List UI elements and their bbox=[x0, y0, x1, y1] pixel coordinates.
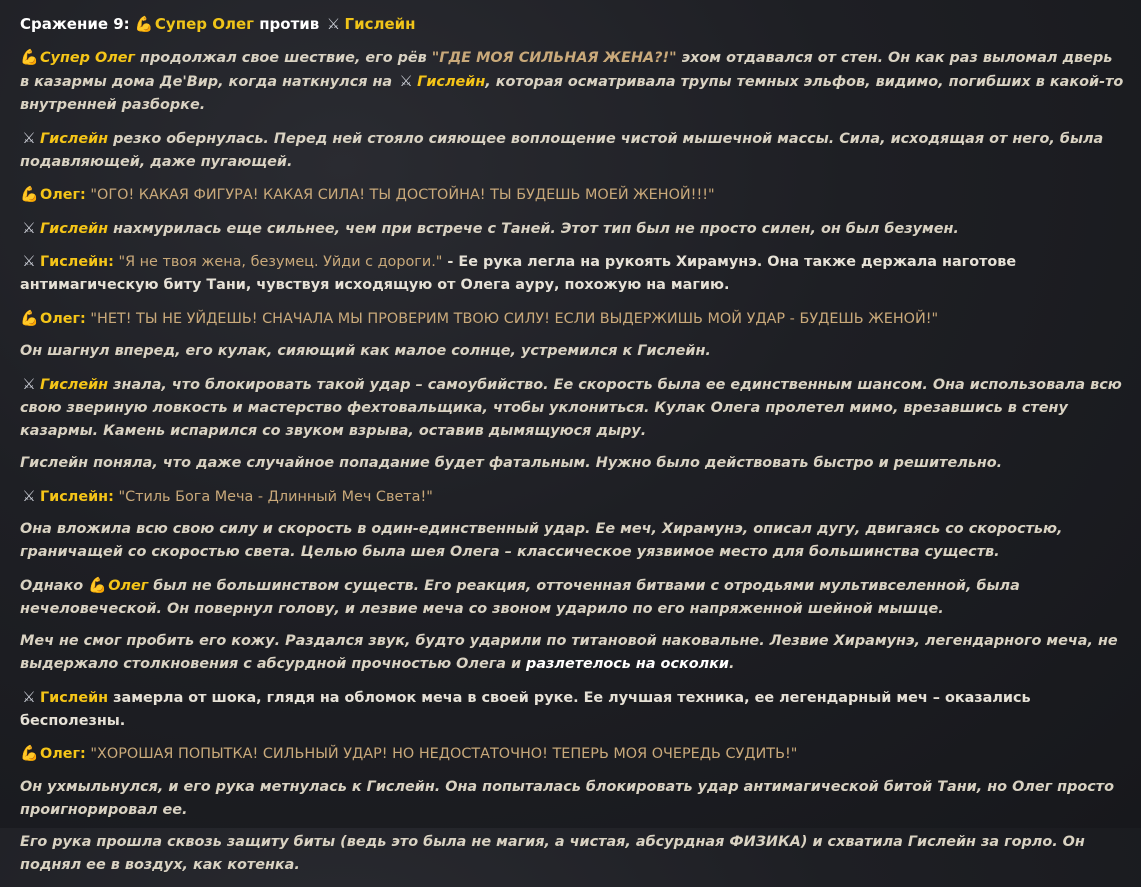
oleg-speaker: Олег: bbox=[40, 310, 86, 327]
paragraph-14 bbox=[20, 686, 1125, 733]
oleg-quote: "ОГО! КАКАЯ ФИГУРА! КАКАЯ СИЛА! ТЫ ДОСТОЙНА! ТЫ БУДЕШЬ МОЕЙ ЖЕНОЙ!!!" bbox=[90, 187, 715, 203]
battle-title bbox=[20, 13, 1125, 36]
paragraph-5 bbox=[20, 250, 1125, 297]
crossed-swords-icon: ⚔ bbox=[22, 128, 36, 147]
paragraph-15 bbox=[20, 742, 1125, 766]
paragraph-4 bbox=[20, 217, 1125, 241]
crossed-swords-icon: ⚔ bbox=[22, 374, 36, 393]
narration-text: , которая осматривала трупы темных эльфов, видимо, погибших в какой-то внутренней разборке. bbox=[20, 74, 1124, 113]
narration-text: Меч не смог пробить его кожу. Раздался звук, будто ударили по титановой наковальне. Лезвие Хирамунэ, легендарного меча, не выдержало столкновения с абсурдной прочностью Олега и bbox=[20, 633, 1118, 672]
paragraph-11 bbox=[20, 518, 1125, 564]
story-content bbox=[20, 13, 1125, 887]
fighter2-name: Гислейн bbox=[344, 15, 416, 33]
paragraph-8 bbox=[20, 373, 1125, 443]
crossed-swords-icon: ⚔ bbox=[22, 687, 36, 706]
crossed-swords-icon: ⚔ bbox=[22, 486, 36, 505]
fighter1-name: Супер Олег bbox=[154, 15, 254, 33]
crossed-swords-icon: ⚔ bbox=[326, 15, 341, 33]
paragraph-1 bbox=[20, 46, 1125, 117]
title-vs: против bbox=[259, 15, 320, 33]
paragraph-2 bbox=[20, 127, 1125, 174]
narration-text: знала, что блокировать такой удар – самоубийство. Ее скорость была ее единственным шансом. Она использовала всю свою звериную ловкость и мастерство фехтовальщика, чтобы уклониться. Кулак Олега пролетел мимо, врезавшись в стену казармы. Камень испарился со звуком взрыва, оставив дымящуюся дыру. bbox=[20, 376, 1122, 439]
narration-text: был не большинством существ. Его реакция, отточенная битвами с отродьями мультивселенной, была нечеловеческой. Он повернул голову, и лезвие меча со звоном ударило по его напряженной шейной мышце. bbox=[20, 577, 1020, 617]
paragraph-3 bbox=[20, 183, 1125, 207]
flexed-biceps-icon: 💪 bbox=[88, 575, 107, 594]
flexed-biceps-icon: 💪 bbox=[20, 308, 39, 327]
gislein-name: Гислейн bbox=[417, 74, 486, 90]
narration-text: . bbox=[729, 656, 735, 672]
narration-text: Его рука прошла сквозь защиту биты (ведь это была не магия, а чистая, абсурдная ФИЗИКА) и схватила Гислейн за горло. Он поднял ее в воздух, как котенка. bbox=[20, 834, 1085, 873]
title-prefix: Сражение 9: bbox=[20, 15, 130, 33]
flexed-biceps-icon: 💪 bbox=[20, 48, 39, 66]
gislein-quote: "Стиль Бога Меча - Длинный Меч Света!" bbox=[118, 488, 433, 505]
narration-text: Он ухмыльнулся, и его рука метнулась к Гислейн. Она попыталась блокировать удар антимагической битой Тани, но Олег просто проигнорировал ее. bbox=[20, 778, 1115, 818]
oleg-quote: "НЕТ! ТЫ НЕ УЙДЕШЬ! СНАЧАЛА МЫ ПРОВЕРИМ ТВОЮ СИЛУ! ЕСЛИ ВЫДЕРЖИШЬ МОЙ УДАР - БУДЕШЬ ЖЕНОЙ!" bbox=[90, 310, 939, 327]
gislein-name: Гислейн bbox=[40, 689, 109, 706]
oleg-name: Супер Олег bbox=[40, 50, 136, 66]
flexed-biceps-icon: 💪 bbox=[20, 744, 39, 762]
crossed-swords-icon: ⚔ bbox=[22, 252, 36, 270]
crossed-swords-icon: ⚔ bbox=[22, 218, 36, 237]
paragraph-13 bbox=[20, 630, 1125, 676]
paragraph-10 bbox=[20, 485, 1125, 509]
paragraph-16 bbox=[20, 776, 1125, 822]
narration-text: продолжал свое шествие, его рёв bbox=[135, 50, 432, 66]
narration-text: Гислейн поняла, что даже случайное попадание будет фатальным. Нужно было действовать быстро и решительно. bbox=[20, 455, 1003, 471]
paragraph-17 bbox=[20, 831, 1125, 877]
flexed-biceps-icon: 💪 bbox=[20, 185, 39, 203]
oleg-quote: "ХОРОШАЯ ПОПЫТКА! СИЛЬНЫЙ УДАР! НО НЕДОСТАТОЧНО! ТЕПЕРЬ МОЯ ОЧЕРЕДЬ СУДИТЬ!" bbox=[90, 746, 798, 762]
gislein-speaker: Гислейн: bbox=[40, 488, 114, 505]
oleg-speaker: Олег: bbox=[40, 746, 86, 762]
narration-text: эхом отдавался от стен. Он как раз выломал дверь в казармы дома Де'Вир, когда наткнулся на bbox=[20, 50, 1113, 90]
crossed-swords-icon: ⚔ bbox=[399, 72, 413, 90]
narration-text: Она вложила всю свою силу и скорость в один-единственный удар. Ее меч, Хирамунэ, описал дугу, двигаясь со скоростью, граничащей со скоростью света. Целью была шея Олега – классическое уязвимое место для большинства существ. bbox=[20, 521, 1063, 560]
paragraph-6 bbox=[20, 307, 1125, 331]
action-text: - Ее рука легла на рукоять Хирамунэ. Она также держала наготове антимагическую биту Тани, чувствуя исходящую от Олега ауру, похожую на магию. bbox=[20, 254, 1017, 293]
gislein-speaker: Гислейн: bbox=[40, 254, 114, 270]
narration-text: Он шагнул вперед, его кулак, сияющий как малое солнце, устремился к Гислейн. bbox=[20, 343, 711, 359]
narration-text: нахмурилась еще сильнее, чем при встрече с Таней. Этот тип был не просто силен, он был безумен. bbox=[108, 220, 959, 237]
gislein-name: Гислейн bbox=[40, 130, 109, 147]
oleg-quote: "ГДЕ МОЯ СИЛЬНАЯ ЖЕНА?!" bbox=[431, 50, 677, 66]
gislein-quote: "Я не твоя жена, безумец. Уйди с дороги." bbox=[118, 254, 443, 270]
oleg-speaker: Олег: bbox=[40, 187, 86, 203]
action-text: замерла от шока, глядя на обломок меча в своей руке. Ее лучшая техника, ее легендарный меч – оказались бесполезны. bbox=[20, 689, 1031, 729]
paragraph-9 bbox=[20, 452, 1125, 475]
gislein-name: Гислейн bbox=[40, 376, 109, 393]
narration-text: резко обернулась. Перед ней стояло сияющее воплощение чистой мышечной массы. Сила, исходящая от него, была подавляющей, даже пугающей. bbox=[20, 130, 1104, 170]
emphasis-text: разлетелось на осколки bbox=[526, 656, 730, 672]
narration-text: Однако bbox=[20, 577, 89, 594]
oleg-name: Олег bbox=[108, 577, 149, 594]
gislein-name: Гислейн bbox=[40, 220, 109, 237]
paragraph-7 bbox=[20, 340, 1125, 363]
paragraph-12 bbox=[20, 574, 1125, 621]
flexed-biceps-icon: 💪 bbox=[134, 15, 154, 33]
